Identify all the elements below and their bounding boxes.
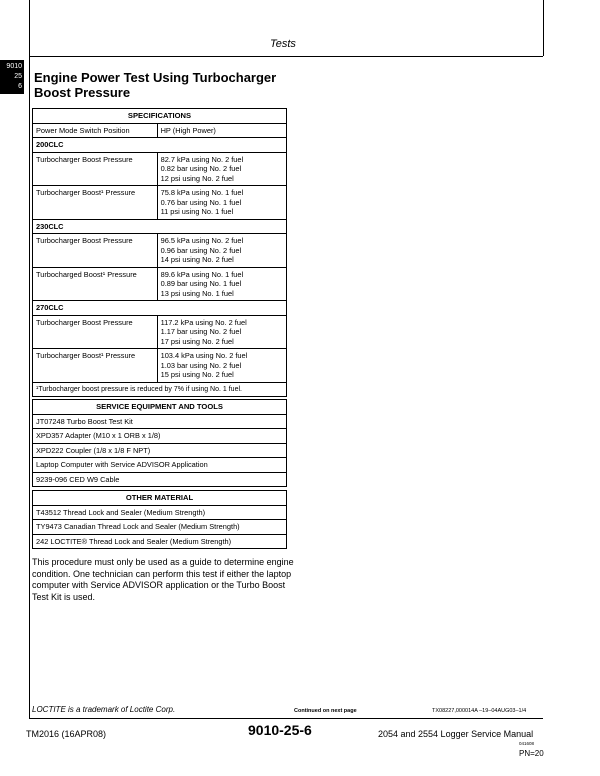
document-code: TX08227,000014A –19–04AUG03–1/4 <box>432 708 527 714</box>
spec-label: Turbocharger Boost Pressure <box>33 234 158 268</box>
specifications-heading: SPECIFICATIONS <box>33 109 287 124</box>
page-title: Engine Power Test Using Turbocharger Boost Pressure <box>34 70 277 100</box>
section-header: Tests <box>270 38 296 50</box>
spec-value-line: 1.03 bar using No. 2 fuel <box>160 360 242 370</box>
section-tab-line: 25 <box>14 73 22 80</box>
spec-value-line: 75.8 kPa using No. 1 fuel <box>160 188 244 197</box>
trademark-note: LOCTITE is a trademark of Loctite Corp. <box>32 705 176 714</box>
machine-group: 200CLC <box>33 138 287 153</box>
spec-value <box>157 349 286 383</box>
service-equipment-table <box>32 399 287 487</box>
material-item: TY9473 Canadian Thread Lock and Sealer (Medium Strength) <box>33 520 287 535</box>
section-tab-line: 6 <box>18 83 22 90</box>
other-material-heading: OTHER MATERIAL <box>33 491 287 506</box>
spec-footnote: ¹Turbocharger boost pressure is reduced by 7% if using No. 1 fuel. <box>33 382 287 397</box>
section-tab <box>0 60 24 94</box>
spec-value-line: 103.4 kPa using No. 2 fuel <box>160 351 248 360</box>
spec-value-line: 117.2 kPa using No. 2 fuel <box>160 317 247 327</box>
spec-value-line: 17 psi using No. 2 fuel <box>160 336 234 346</box>
spec-label: Turbocharged Boost¹ Pressure <box>33 267 158 301</box>
manual-title: 2054 and 2554 Logger Service Manual <box>378 729 534 739</box>
tool-item: XPD222 Coupler (1/8 x 1/8 F NPT) <box>33 443 287 458</box>
spec-value-line: 96.5 kPa using No. 2 fuel <box>160 236 244 245</box>
manual-id: TM2016 (16APR08) <box>26 729 107 739</box>
header-right-rule <box>543 0 544 56</box>
spec-value <box>157 234 286 268</box>
tool-item: 9239-096 CED W9 Cable <box>33 472 287 487</box>
material-item: T43512 Thread Lock and Sealer (Medium Strength) <box>33 505 287 520</box>
spec-value-line: 14 psi using No. 2 fuel <box>160 255 234 264</box>
tool-item: Laptop Computer with Service ADVISOR Application <box>33 458 287 473</box>
spec-label: Turbocharger Boost Pressure <box>33 315 158 349</box>
spec-value <box>157 186 286 220</box>
spec-value-line: 12 psi using No. 2 fuel <box>160 173 234 183</box>
spec-label: Turbocharger Boost¹ Pressure <box>33 349 158 383</box>
spec-value-line: 0.96 bar using No. 2 fuel <box>160 245 242 255</box>
spec-value: HP (High Power) <box>157 123 286 138</box>
tool-item: JT07248 Turbo Boost Test Kit <box>33 414 287 429</box>
spec-value <box>157 267 286 301</box>
spec-value-line: 82.7 kPa using No. 2 fuel <box>160 154 244 164</box>
spec-label: Turbocharger Boost¹ Pressure <box>33 186 158 220</box>
header-rule <box>29 56 543 57</box>
continued-note: Continued on next page <box>294 708 357 714</box>
spec-label: Turbocharger Boost Pressure <box>33 152 158 186</box>
pn-number: PN=20 <box>519 749 544 758</box>
spec-label: Power Mode Switch Position <box>33 123 158 138</box>
section-tab-line: 9010 <box>6 63 22 70</box>
left-margin-rule <box>29 0 30 718</box>
material-item: 242 LOCTITE® Thread Lock and Sealer (Medium Strength) <box>33 534 287 549</box>
tool-item: XPD357 Adapter (M10 x 1 ORB x 1/8) <box>33 429 287 444</box>
spec-value-line: 0.82 bar using No. 2 fuel <box>160 164 242 173</box>
spec-value-line: 11 psi using No. 1 fuel <box>160 207 234 216</box>
spec-value-line: 15 psi using No. 2 fuel <box>160 370 234 379</box>
spec-value-line: 0.76 bar using No. 1 fuel <box>160 197 242 207</box>
machine-group: 230CLC <box>33 219 287 234</box>
specifications-table <box>32 108 287 397</box>
other-material-table <box>32 490 287 549</box>
spec-value <box>157 315 286 349</box>
service-equipment-heading: SERVICE EQUIPMENT AND TOOLS <box>33 400 287 415</box>
page-number: 9010-25-6 <box>248 722 312 738</box>
spec-value-line: 1.17 bar using No. 2 fuel <box>160 327 242 336</box>
print-code: 041608 <box>519 741 535 746</box>
spec-value <box>157 152 286 186</box>
spec-value-line: 89.6 kPa using No. 1 fuel <box>160 269 244 279</box>
footer-rule <box>29 718 543 719</box>
spec-value-line: 13 psi using No. 1 fuel <box>160 288 234 298</box>
spec-value-line: 0.89 bar using No. 1 fuel <box>160 279 242 288</box>
machine-group: 270CLC <box>33 301 287 316</box>
procedure-paragraph: This procedure must only be used as a guide to determine engine condition. One technician can perform this test if either the laptop computer with Service ADVISOR application or the Turbo Boost Test Kit is used. <box>32 557 294 602</box>
